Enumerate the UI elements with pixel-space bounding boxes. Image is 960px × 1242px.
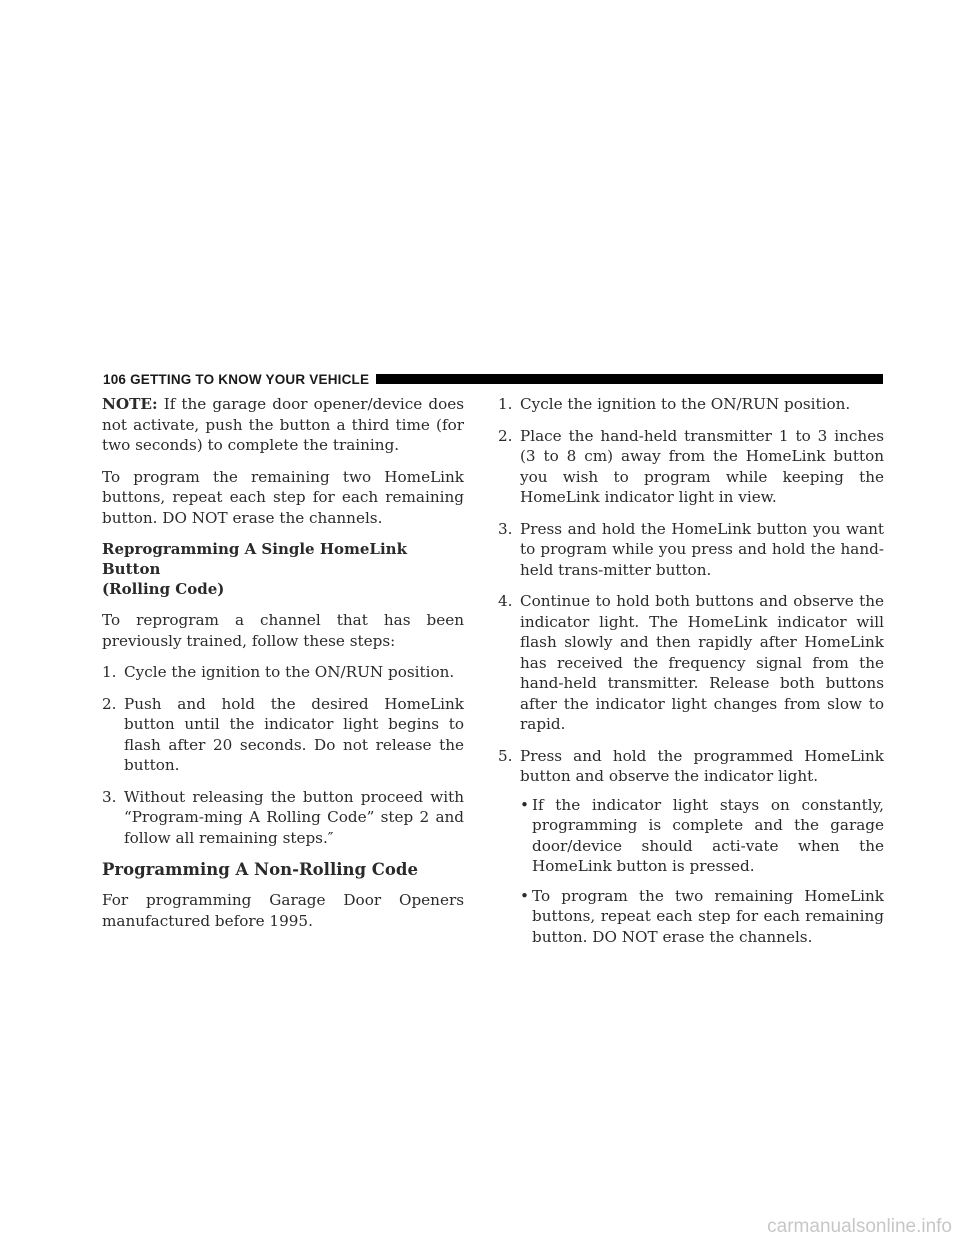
step-text: Push and hold the desired HomeLink button until the indicator light begins to flash after 20 seconds. Do not release the button. [124, 694, 464, 774]
list-item [520, 886, 884, 948]
step-text: Press and hold the programmed HomeLink button and observe the indicator light. [520, 746, 884, 785]
section-title: GETTING TO KNOW YOUR VEHICLE [130, 371, 370, 387]
step-number: 1. [102, 663, 117, 681]
bullet-icon: • [520, 795, 529, 814]
step-number: 5. [498, 746, 513, 765]
list-item [102, 694, 464, 776]
step-text: Cycle the ignition to the ON/RUN position. [520, 395, 851, 413]
step-number: 3. [498, 519, 513, 538]
page-header [103, 371, 883, 387]
nonrolling-paragraph: For programming Garage Door Openers manufactured before 1995. [102, 891, 464, 930]
reprogram-intro: To reprogram a channel that has been previously trained, follow these steps: [102, 611, 464, 650]
bullet-text: To program the two remaining HomeLink buttons, repeat each step for each remaining button. DO NOT erase the channels. [532, 886, 884, 946]
list-item [102, 662, 464, 683]
bullet-icon: • [520, 886, 529, 905]
step-text: Press and hold the HomeLink button you want to program while you press and hold the hand-held trans-mitter button. [520, 519, 884, 579]
list-item [520, 795, 884, 877]
step-number: 1. [498, 395, 513, 413]
step-number: 3. [102, 787, 117, 806]
right-column [498, 394, 884, 967]
step-body [520, 746, 884, 957]
nonrolling-heading: Programming A Non-Rolling Code [102, 860, 418, 879]
header-rule [376, 374, 883, 384]
watermark: carmanualsonline.info [767, 1216, 952, 1237]
remaining-buttons-paragraph: To program the remaining two HomeLink buttons, repeat each step for each remaining button. DO NOT erase the channels. [102, 467, 464, 527]
list-item [102, 787, 464, 849]
step-number: 2. [102, 694, 117, 713]
reprogram-heading [102, 539, 464, 599]
note-label: NOTE: [102, 395, 158, 413]
indicator-bullets [520, 795, 884, 948]
reprogram-heading-line1: Reprogramming A Single HomeLink Button [102, 540, 407, 578]
page-header-text [103, 372, 369, 387]
step-number: 2. [498, 426, 513, 445]
list-item [498, 746, 884, 957]
step-text: Cycle the ignition to the ON/RUN position. [124, 663, 455, 681]
note-paragraph [102, 394, 464, 456]
list-item [498, 519, 884, 581]
page-number: 106 [103, 371, 127, 387]
program-steps [498, 394, 884, 956]
reprogram-steps [102, 662, 464, 848]
bullet-text: If the indicator light stays on constantly, programming is complete and the garage door/device should acti-vate when the HomeLink button is pressed. [532, 795, 884, 875]
step-text: Without releasing the button proceed with “Program-ming A Rolling Code” step 2 and follow all remaining steps.″ [124, 787, 464, 847]
reprogram-heading-line2: (Rolling Code) [102, 580, 225, 598]
note-text: If the garage door opener/device does not activate, push the button a third time (for two seconds) to complete the training. [102, 395, 464, 454]
step-number: 4. [498, 592, 513, 610]
list-item [498, 426, 884, 508]
list-item [498, 394, 884, 415]
left-column [102, 394, 464, 942]
step-text: Place the hand-held transmitter 1 to 3 inches (3 to 8 cm) away from the HomeLink button you wish to program while keeping the HomeLink indicator light in view. [520, 426, 884, 506]
step-text: Continue to hold both buttons and observe the indicator light. The HomeLink indicator will flash slowly and then rapidly after HomeLink has received the frequency signal from the hand-held transmitter. Release both buttons after the indicator light changes from slow to rapid. [520, 592, 884, 733]
list-item [498, 591, 884, 735]
